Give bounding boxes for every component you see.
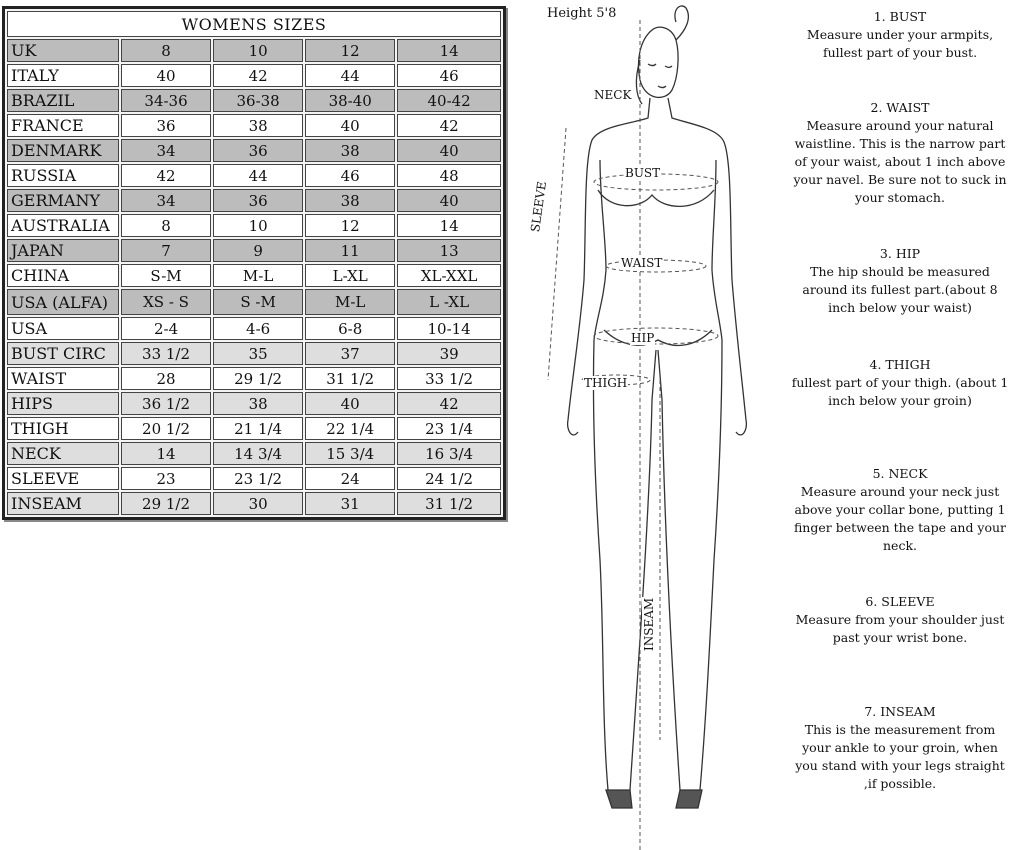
row-label: HIPS bbox=[7, 392, 119, 415]
table-cell: 36 bbox=[121, 114, 211, 137]
table-row bbox=[7, 367, 501, 390]
table-row bbox=[7, 164, 501, 187]
table-cell: 30 bbox=[213, 492, 303, 515]
table-cell: 12 bbox=[305, 39, 395, 62]
table-cell: 36 bbox=[213, 139, 303, 162]
table-cell: L -XL bbox=[397, 289, 501, 315]
table-title: WOMENS SIZES bbox=[7, 11, 501, 37]
body-measurement-figure bbox=[520, 0, 770, 850]
table-cell: 31 1/2 bbox=[305, 367, 395, 390]
table-cell: M-L bbox=[305, 289, 395, 315]
table-cell: 42 bbox=[213, 64, 303, 87]
hip-label: HIP bbox=[631, 331, 655, 345]
table-cell: 28 bbox=[121, 367, 211, 390]
neck-label: NECK bbox=[594, 88, 632, 102]
table-cell: 23 bbox=[121, 467, 211, 490]
waist-label: WAIST bbox=[621, 256, 663, 270]
table-cell: 40 bbox=[397, 189, 501, 212]
table-cell: 44 bbox=[305, 64, 395, 87]
table-cell: 33 1/2 bbox=[397, 367, 501, 390]
row-label: BUST CIRC bbox=[7, 342, 119, 365]
table-cell: 12 bbox=[305, 214, 395, 237]
row-label: JAPAN bbox=[7, 239, 119, 262]
row-label: DENMARK bbox=[7, 139, 119, 162]
table-cell: 24 bbox=[305, 467, 395, 490]
row-label: BRAZIL bbox=[7, 89, 119, 112]
table-row bbox=[7, 417, 501, 440]
table-cell: 34-36 bbox=[121, 89, 211, 112]
table-cell: S -M bbox=[213, 289, 303, 315]
table-cell: L-XL bbox=[305, 264, 395, 287]
row-label: SLEEVE bbox=[7, 467, 119, 490]
instruction-text: The hip should be measured around its fullest part.(about 8 inch below your waist) bbox=[802, 264, 998, 315]
table-cell: 23 1/2 bbox=[213, 467, 303, 490]
table-cell: 36-38 bbox=[213, 89, 303, 112]
table-cell: 40 bbox=[305, 392, 395, 415]
table-row bbox=[7, 39, 501, 62]
table-row bbox=[7, 317, 501, 340]
table-row bbox=[7, 392, 501, 415]
table-cell: M-L bbox=[213, 264, 303, 287]
table-row bbox=[7, 114, 501, 137]
table-cell: 38 bbox=[305, 189, 395, 212]
table-cell: 15 3/4 bbox=[305, 442, 395, 465]
table-cell: 40 bbox=[121, 64, 211, 87]
table-cell: 11 bbox=[305, 239, 395, 262]
table-cell: 46 bbox=[305, 164, 395, 187]
instruction-text: Measure under your armpits, fullest part of your bust. bbox=[806, 27, 994, 60]
table-cell: 13 bbox=[397, 239, 501, 262]
table-cell: 10-14 bbox=[397, 317, 501, 340]
table-cell: 24 1/2 bbox=[397, 467, 501, 490]
table-cell: 36 1/2 bbox=[121, 392, 211, 415]
table-cell: XS - S bbox=[121, 289, 211, 315]
height-label: Height 5'8 bbox=[547, 6, 617, 21]
instruction-inseam bbox=[790, 703, 1010, 793]
table-cell: 46 bbox=[397, 64, 501, 87]
table-cell: 40-42 bbox=[397, 89, 501, 112]
table-row bbox=[7, 64, 501, 87]
table-cell: 40 bbox=[305, 114, 395, 137]
instruction-heading: 2. WAIST bbox=[870, 100, 930, 115]
instruction-text: Measure around your neck just above your collar bone, putting 1 finger between the tape and your neck. bbox=[793, 484, 1007, 553]
instruction-sleeve bbox=[790, 593, 1010, 647]
table-row bbox=[7, 189, 501, 212]
row-label: GERMANY bbox=[7, 189, 119, 212]
table-row bbox=[7, 139, 501, 162]
thigh-label: THIGH bbox=[584, 376, 628, 390]
table-cell: 14 bbox=[397, 214, 501, 237]
instruction-thigh bbox=[790, 356, 1010, 410]
instruction-heading: 4. THIGH bbox=[869, 357, 931, 372]
table-cell: 23 1/4 bbox=[397, 417, 501, 440]
table-cell: 22 1/4 bbox=[305, 417, 395, 440]
table-cell: 2-4 bbox=[121, 317, 211, 340]
table-cell: 10 bbox=[213, 39, 303, 62]
table-cell: 42 bbox=[121, 164, 211, 187]
row-label: ITALY bbox=[7, 64, 119, 87]
instruction-text: fullest part of your thigh. (about 1 inch below your groin) bbox=[791, 375, 1009, 408]
table-cell: 38 bbox=[305, 139, 395, 162]
row-label: UK bbox=[7, 39, 119, 62]
table-cell: 8 bbox=[121, 214, 211, 237]
table-cell: 38 bbox=[213, 114, 303, 137]
figure-outline bbox=[568, 6, 747, 808]
instruction-hip bbox=[790, 245, 1010, 317]
table-cell: 16 3/4 bbox=[397, 442, 501, 465]
table-cell: 40 bbox=[397, 139, 501, 162]
table-cell: 34 bbox=[121, 189, 211, 212]
instruction-waist bbox=[790, 99, 1010, 207]
table-cell: 38 bbox=[213, 392, 303, 415]
table-cell: 20 1/2 bbox=[121, 417, 211, 440]
row-label: NECK bbox=[7, 442, 119, 465]
row-label: INSEAM bbox=[7, 492, 119, 515]
table-row bbox=[7, 264, 501, 287]
inseam-label: INSEAM bbox=[642, 597, 656, 651]
instruction-heading: 6. SLEEVE bbox=[865, 594, 935, 609]
row-label: THIGH bbox=[7, 417, 119, 440]
instruction-heading: 3. HIP bbox=[879, 246, 921, 261]
sleeve-label: SLEEVE bbox=[528, 180, 550, 233]
table-cell: 42 bbox=[397, 114, 501, 137]
instruction-text: This is the measurement from your ankle to your groin, when you stand with your legs straight ,if possible. bbox=[795, 722, 1005, 791]
row-label: AUSTRALIA bbox=[7, 214, 119, 237]
table-cell: XL-XXL bbox=[397, 264, 501, 287]
instruction-heading: 5. NECK bbox=[872, 466, 928, 481]
size-table bbox=[2, 6, 506, 520]
table-cell: 14 3/4 bbox=[213, 442, 303, 465]
instruction-heading: 7. INSEAM bbox=[864, 704, 936, 719]
table-cell: 9 bbox=[213, 239, 303, 262]
table-cell: 6-8 bbox=[305, 317, 395, 340]
row-label: USA bbox=[7, 317, 119, 340]
table-cell: 44 bbox=[213, 164, 303, 187]
row-label: WAIST bbox=[7, 367, 119, 390]
table-cell: 14 bbox=[397, 39, 501, 62]
table-row bbox=[7, 214, 501, 237]
instruction-text: Measure from your shoulder just past your wrist bone. bbox=[795, 612, 1005, 645]
table-cell: 34 bbox=[121, 139, 211, 162]
table-cell: 8 bbox=[121, 39, 211, 62]
table-cell: 29 1/2 bbox=[213, 367, 303, 390]
table-row bbox=[7, 289, 501, 315]
table-cell: 31 1/2 bbox=[397, 492, 501, 515]
table-cell: 21 1/4 bbox=[213, 417, 303, 440]
table-cell: 7 bbox=[121, 239, 211, 262]
table-cell: 39 bbox=[397, 342, 501, 365]
table-row bbox=[7, 89, 501, 112]
table-cell: 4-6 bbox=[213, 317, 303, 340]
table-cell: 38-40 bbox=[305, 89, 395, 112]
table-row bbox=[7, 442, 501, 465]
table-cell: 35 bbox=[213, 342, 303, 365]
instruction-text: Measure around your natural waistline. This is the narrow part of your waist, about 1 inch above your navel. Be sure not to suck in your stomach. bbox=[793, 118, 1007, 205]
row-label: USA (ALFA) bbox=[7, 289, 119, 315]
table-cell: 10 bbox=[213, 214, 303, 237]
table-row bbox=[7, 492, 501, 515]
table-cell: 31 bbox=[305, 492, 395, 515]
table-cell: 37 bbox=[305, 342, 395, 365]
table-row bbox=[7, 239, 501, 262]
table-cell: 14 bbox=[121, 442, 211, 465]
row-label: FRANCE bbox=[7, 114, 119, 137]
table-row bbox=[7, 467, 501, 490]
row-label: CHINA bbox=[7, 264, 119, 287]
instruction-neck bbox=[790, 465, 1010, 555]
table-cell: 36 bbox=[213, 189, 303, 212]
instruction-bust bbox=[790, 8, 1010, 62]
bust-label: BUST bbox=[625, 166, 661, 180]
table-cell: 33 1/2 bbox=[121, 342, 211, 365]
instruction-heading: 1. BUST bbox=[873, 9, 927, 24]
table-cell: 48 bbox=[397, 164, 501, 187]
table-cell: S-M bbox=[121, 264, 211, 287]
table-row bbox=[7, 342, 501, 365]
table-cell: 29 1/2 bbox=[121, 492, 211, 515]
row-label: RUSSIA bbox=[7, 164, 119, 187]
table-cell: 42 bbox=[397, 392, 501, 415]
